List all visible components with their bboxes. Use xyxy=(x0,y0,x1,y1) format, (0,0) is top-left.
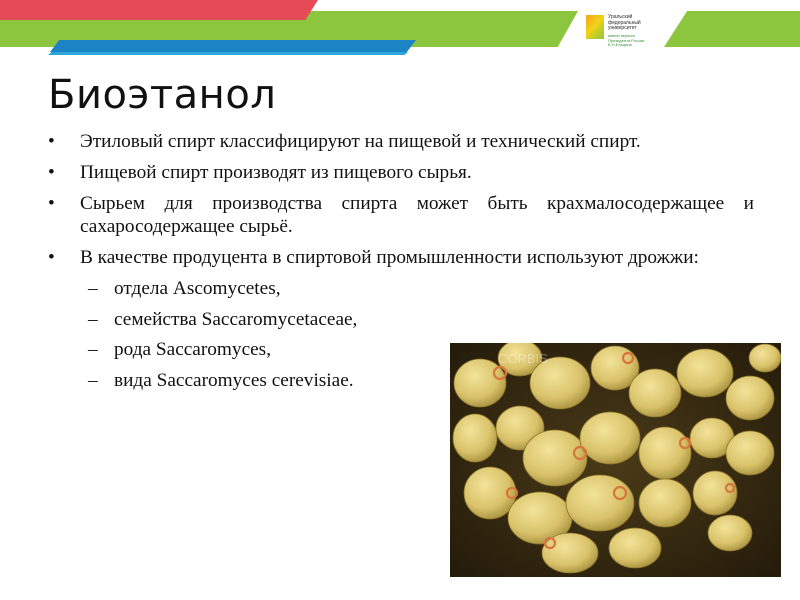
bullet-marker: • xyxy=(48,131,55,152)
header-stripe-green-right xyxy=(664,11,800,47)
sub-bullet-marker: – xyxy=(88,369,98,391)
bullet-item xyxy=(48,161,754,184)
bullet-text: Сырьем для производства спирта может быть крахмалосодержащее и сахаросодержащее сырьё. xyxy=(80,193,754,237)
sub-bullet-text: семейства Saccaromycetaceae, xyxy=(114,308,358,330)
bullet-marker: • xyxy=(48,247,55,268)
bullet-text: Этиловый спирт классифицируют на пищевой и технический спирт. xyxy=(80,131,641,152)
logo-subtext: имени первого Президента России Б.Н.Ельцина xyxy=(608,33,645,48)
header-stripe-red xyxy=(0,0,318,20)
image-watermark: CORBIS xyxy=(498,351,548,366)
yeast-micrograph-image xyxy=(450,343,781,577)
bullet-item xyxy=(48,246,754,269)
bullet-marker: • xyxy=(48,193,55,214)
bullet-item xyxy=(48,130,754,153)
yeast-cells-illustration xyxy=(450,343,781,577)
bullet-marker: • xyxy=(48,162,55,183)
bullet-text: В качестве продуцента в спиртовой промышленности используют дрожжи: xyxy=(80,247,699,268)
header-stripe-blue-thin xyxy=(48,52,408,55)
logo-mark-icon xyxy=(586,15,604,39)
header-stripe-blue xyxy=(50,40,416,52)
sub-bullet-marker: – xyxy=(88,339,98,360)
slide-title: Биоэтанол xyxy=(48,72,277,118)
sub-bullet-item xyxy=(48,277,754,300)
university-logo xyxy=(586,12,662,58)
sub-bullet-text: вида Saccaromyces cerevisiae. xyxy=(114,369,354,391)
bullet-item xyxy=(48,192,754,238)
sub-bullet-marker: – xyxy=(88,278,98,299)
sub-bullet-text: рода Saccaromyces, xyxy=(114,339,272,360)
sub-bullet-text: отдела Ascomycetes, xyxy=(114,278,281,299)
sub-bullet-item xyxy=(48,308,754,331)
logo-text: Уральский федеральный университет xyxy=(608,14,641,31)
bullet-list xyxy=(48,130,754,269)
bullet-text: Пищевой спирт производят из пищевого сырья. xyxy=(80,162,472,183)
sub-bullet-marker: – xyxy=(88,308,98,330)
